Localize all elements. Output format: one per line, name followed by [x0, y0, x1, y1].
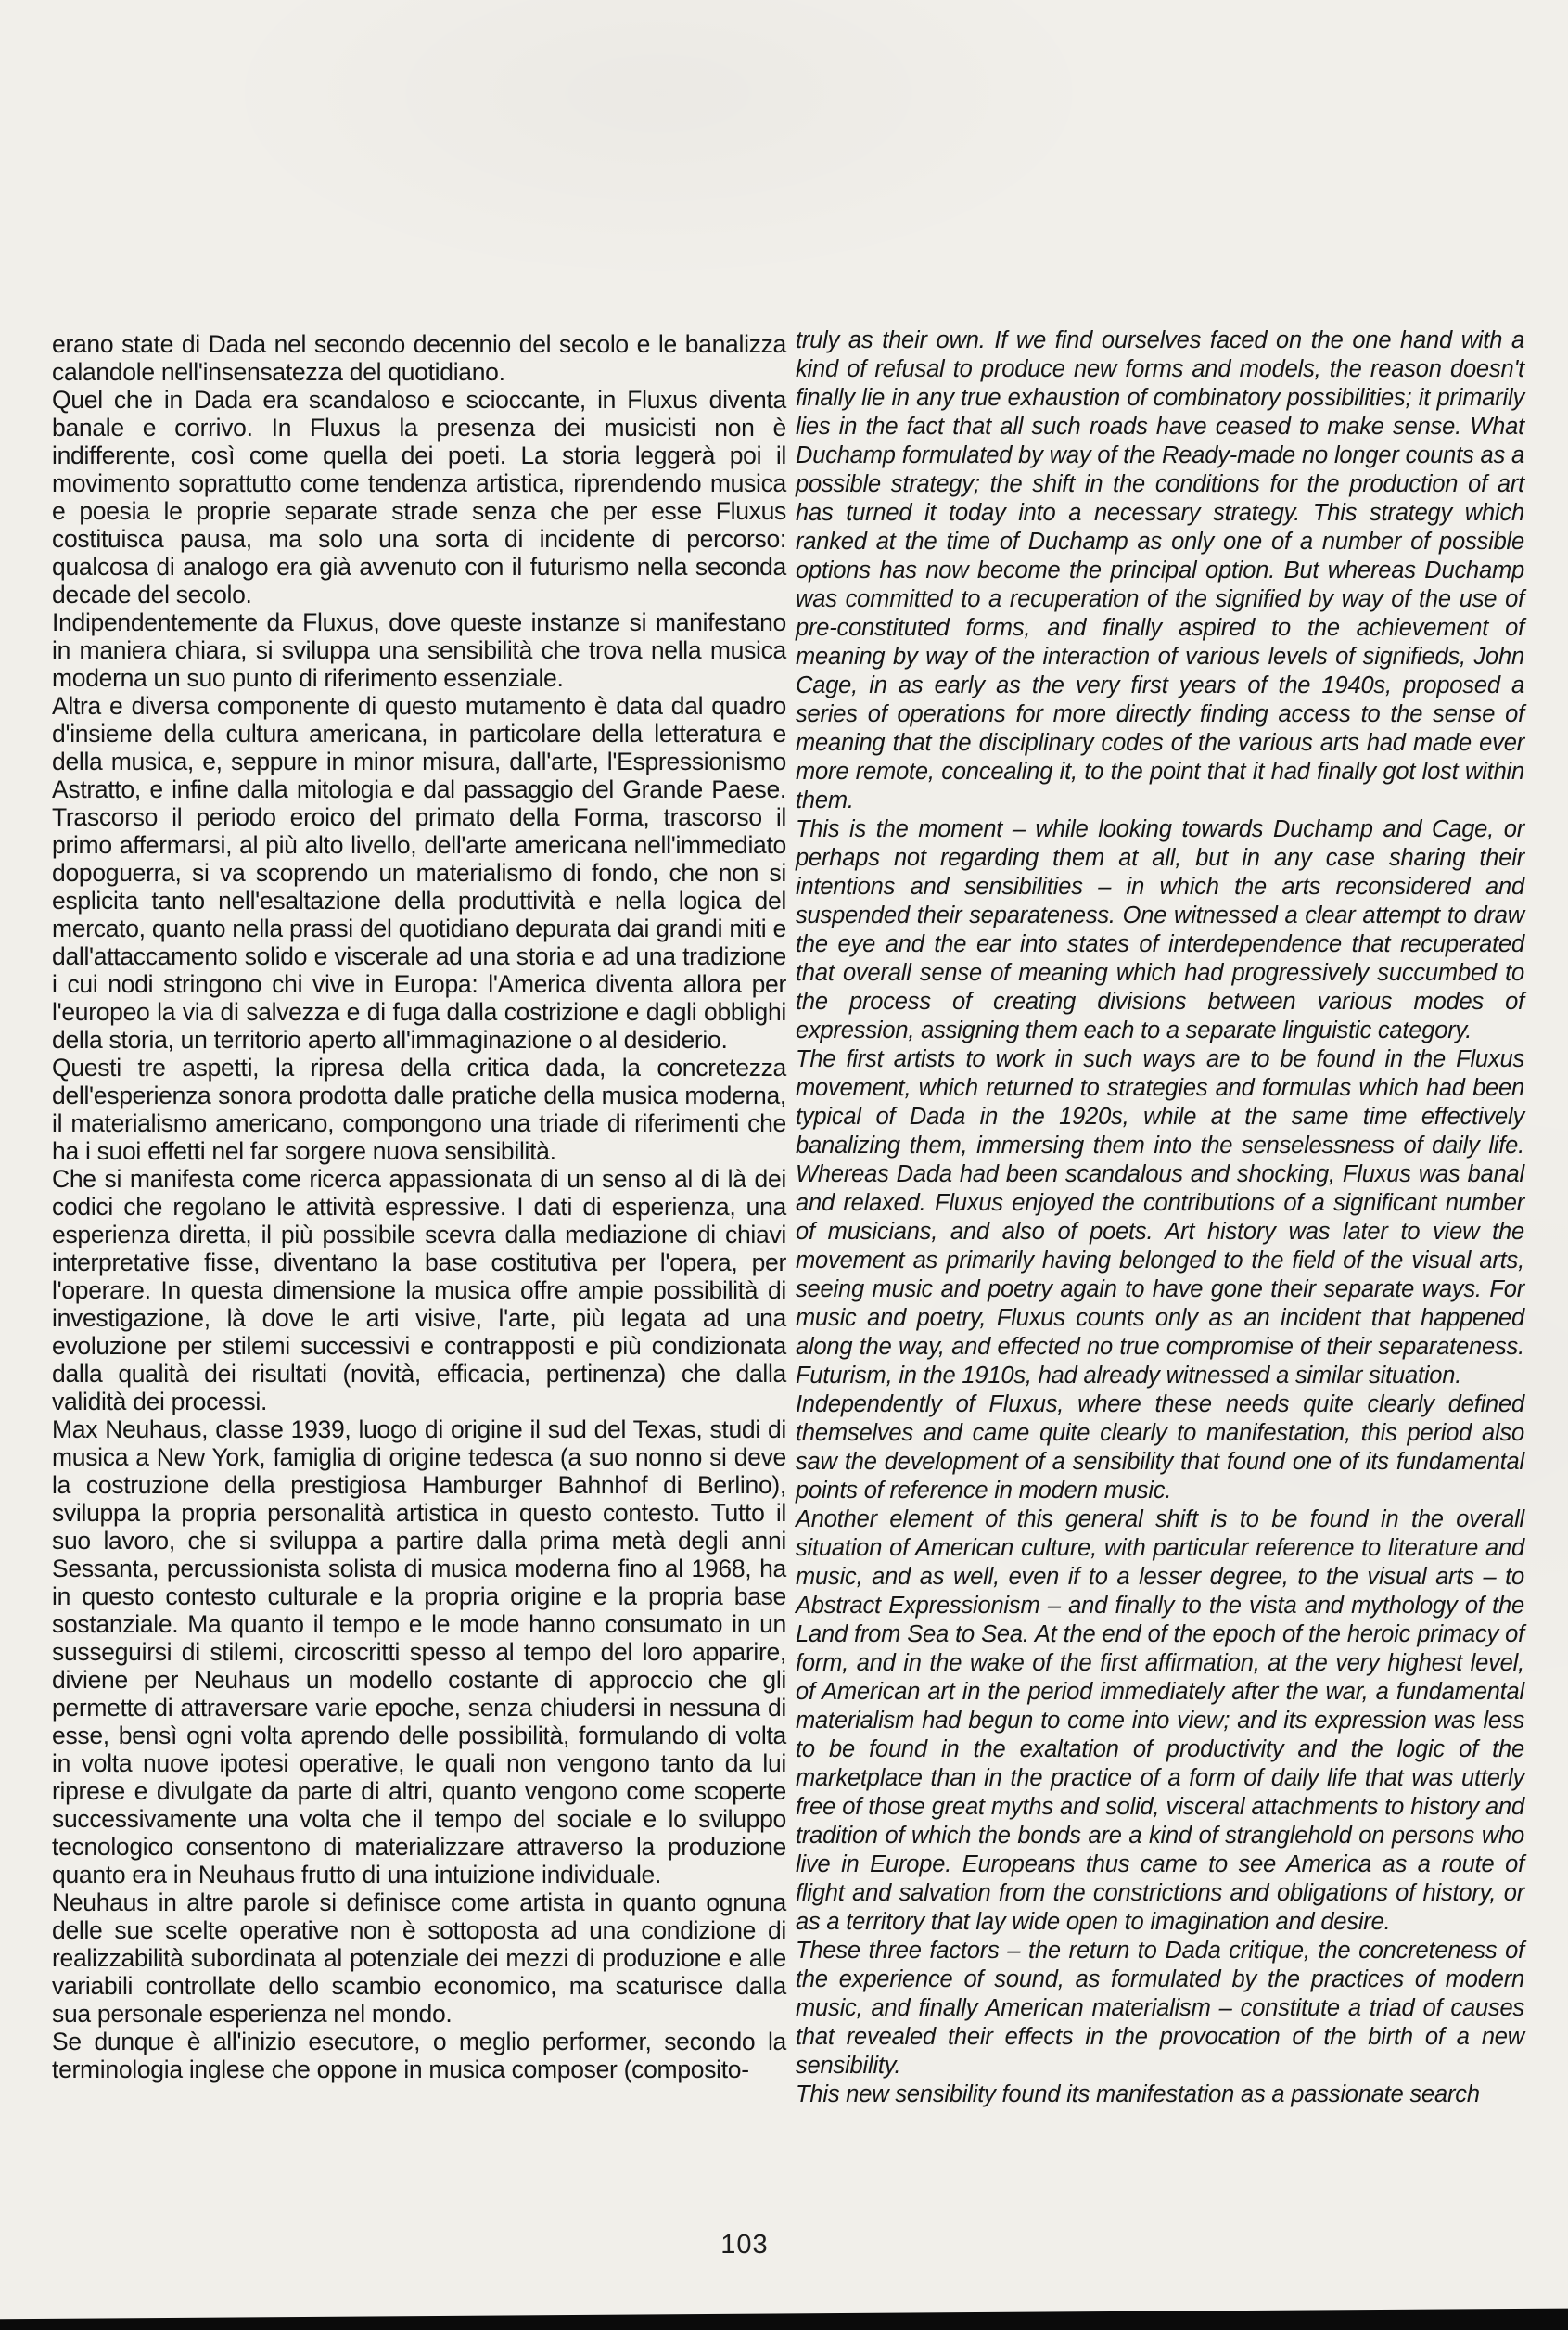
- paragraph: Questi tre aspetti, la ripresa della critica dada, la concretezza dell'esperienza sonora prodotta dalle pratiche della musica moderna, il materialismo americano, compongono una triade di riferimenti che ha i suoi effetti nel far sorgere nuova sensibilità.: [52, 1054, 786, 1165]
- paragraph: Se dunque è all'inizio esecutore, o meglio performer, secondo la terminologia inglese che oppone in musica composer (composito-: [52, 2028, 786, 2083]
- paragraph: Neuhaus in altre parole si definisce come artista in quanto ognuna delle sue scelte operative non è sottoposta ad una condizione di realizzabilità subordinata al potenziale dei mezzi di produzione e alle variabili controllate dello scambio economico, ma scaturisce dalla sua personale esperienza nel mondo.: [52, 1888, 786, 2028]
- paragraph: Max Neuhaus, classe 1939, luogo di origine il sud del Texas, studi di musica a New York, famiglia di origine tedesca (a suo nonno si deve la costruzione della prestigiosa Hamburger Bahnhof di Berlino), sviluppa la propria personalità artistica in questo contesto. Tutto il suo lavoro, che si sviluppa a partire dalla prima metà degli anni Sessanta, percussionista solista di musica moderna fino al 1968, ha in questo contesto culturale e la propria origine e la propria base sostanziale. Ma quanto il tempo e le mode hanno consumato in un susseguirsi di stilemi, circoscritti spesso al tempo del loro apparire, diviene per Neuhaus un modello costante di approccio che gli permette di attraversare varie epoche, senza chiudersi in nessuna di esse, bensì ogni volta aprendo delle possibilità, formulando di volta in volta nuove ipotesi operative, le quali non vengono tanto da lui riprese e divulgate da parte di altri, quanto vengono come scoperte successivamente una volta che il tempo del sociale e lo sviluppo tecnologico consentono di materializzare attraverso la produzione quanto era in Neuhaus frutto di una intuizione individuale.: [52, 1415, 786, 1888]
- paragraph: Altra e diversa componente di questo mutamento è data dal quadro d'insieme della cultura americana, in particolare della letteratura e della musica, e, seppure in minor misura, dall'arte, l'Espressionismo Astratto, e infine dalla mitologia e dal passaggio del Grande Paese. Trascorso il periodo eroico del primato della Forma, trascorso il primo affermarsi, al più alto livello, dell'arte americana nell'immediato dopoguerra, si va scoprendo un materialismo di fondo, che non si esplicita tanto nell'esaltazione della produttività e nella logica del mercato, quanto nella prassi del quotidiano depurata dai grandi miti e dall'attaccamento solido e viscerale ad una storia e ad una tradizione i cui nodi stringono chi vive in Europa: l'America diventa allora per l'europeo la via di salvezza e di fuga dalla costrizione e dagli obblighi della storia, un territorio aperto all'immaginazione o al desiderio.: [52, 692, 786, 1054]
- paragraph: truly as their own. If we find ourselves faced on the one hand with a kind of refusal to produce new forms and models, the reason doesn't finally lie in any true exhaustion of combinatory possibilities; it primarily lies in the fact that all such roads have ceased to make sense. What Duchamp formulated by way of the Ready-made no longer counts as a possible strategy; the shift in the conditions for the production of art has turned it today into a necessary strategy. This strategy which ranked at the time of Duchamp as only one of a number of possible options has now become the principal option. But whereas Duchamp was committed to a recuperation of the signified by way of the use of pre-constituted forms, and finally aspired to the achievement of meaning by way of the interaction of various levels of signifieds, John Cage, in as early as the very first years of the 1940s, proposed a series of operations for more directly finding access to the sense of meaning that the disciplinary codes of the various arts had made ever more remote, concealing it, to the point that it had finally got lost within them.: [796, 327, 1524, 813]
- paragraph: These three factors – the return to Dada critique, the concreteness of the experience of sound, as formulated by the practices of modern music, and finally American materialism – constitute a triad of causes that revealed their effects in the provocation of the birth of a new sensibility.: [796, 1938, 1524, 2079]
- paragraph: Quel che in Dada era scandaloso e scioccante, in Fluxus diventa banale e corrivo. In Fluxus la presenza dei musicisti non è indifferente, così come quella dei poeti. La storia leggerà poi il movimento soprattutto come tendenza artistica, riprendendo musica e poesia le proprie separate strade senza che per esse Fluxus costituisca pausa, ma solo una sorta di incidente di percorso: qualcosa di analogo era già avvenuto con il futurismo nella seconda decade del secolo.: [52, 386, 786, 608]
- paragraph: This new sensibility found its manifestation as a passionate search: [796, 2081, 1480, 2107]
- scan-edge-artifact: [0, 2306, 1568, 2330]
- page-number: 103: [720, 2230, 769, 2260]
- paragraph: Che si manifesta come ricerca appassionata di un senso al di là dei codici che regolano le attività espressive. I dati di esperienza, una esperienza diretta, il più possibile scevra dalla mediazione di chiavi interpretative fisse, diventano la base costitutiva per l'opera, per l'operare. In questa dimensione la musica offre ampie possibilità di investigazione, là dove le arti visive, l'arte, più legata ad una evoluzione per stilemi successivi e contrapposti e più condizionata dalla qualità dei risultati (novità, efficacia, pertinenza) che dalla validità dei processi.: [52, 1165, 786, 1415]
- paragraph: Independently of Fluxus, where these needs quite clearly defined themselves and came quite clearly to manifestation, this period also saw the development of a sensibility that found one of its fundamental points of reference in modern music.: [796, 1391, 1524, 1504]
- paragraph: Indipendentemente da Fluxus, dove queste instanze si manifestano in maniera chiara, si sviluppa una sensibilità che trova nella musica moderna un suo punto di riferimento essenziale.: [52, 608, 786, 692]
- paragraph: Another element of this general shift is to be found in the overall situation of American culture, with particular reference to literature and music, and as well, even if to a lesser degree, to the visual arts – to Abstract Expressionism – and finally to the vista and mythology of the Land from Sea to Sea. At the end of the epoch of the heroic primacy of form, and in the wake of the first affirmation, at the very highest level, of American art in the period immediately after the war, a fundamental materialism had begun to come into view; and its expression was less to be found in the exaltation of productivity and the logic of the marketplace than in the practice of a form of daily life that was utterly free of those great myths and solid, visceral attachments to history and tradition of which the bonds are a kind of stranglehold on persons who live in Europe. Europeans thus came to see America as a route of flight and salvation from the constrictions and obligations of history, or as a territory that lay wide open to imagination and desire.: [796, 1506, 1524, 1935]
- italian-text-column: [52, 330, 786, 2083]
- english-translation-column: [796, 326, 1524, 2109]
- paragraph: The first artists to work in such ways are to be found in the Fluxus movement, which returned to strategies and formulas which had been typical of Dada in the 1920s, while at the same time effectively banalizing them, immersing them into the senselessness of daily life. Whereas Dada had been scandalous and shocking, Fluxus was banal and relaxed. Fluxus enjoyed the contributions of a significant number of musicians, and also of poets. Art history was later to view the movement as primarily having belonged to the field of the visual arts, seeing music and poetry again to have gone their separate ways. For music and poetry, Fluxus counts only as an incident that happened along the way, and effected no true compromise of their separateness. Futurism, in the 1910s, had already witnessed a similar situation.: [796, 1046, 1524, 1389]
- paragraph: This is the moment – while looking towards Duchamp and Cage, or perhaps not regarding them at all, but in any case sharing their intentions and sensibilities – in which the arts reconsidered and suspended their separateness. One witnessed a clear attempt to draw the eye and the ear into states of interdependence that recuperated that overall sense of meaning which had progressively succumbed to the process of creating divisions between various modes of expression, assigning them each to a separate linguistic category.: [796, 816, 1524, 1043]
- paragraph: erano state di Dada nel secondo decennio del secolo e le banalizza calandole nell'insensatezza del quotidiano.: [52, 330, 786, 386]
